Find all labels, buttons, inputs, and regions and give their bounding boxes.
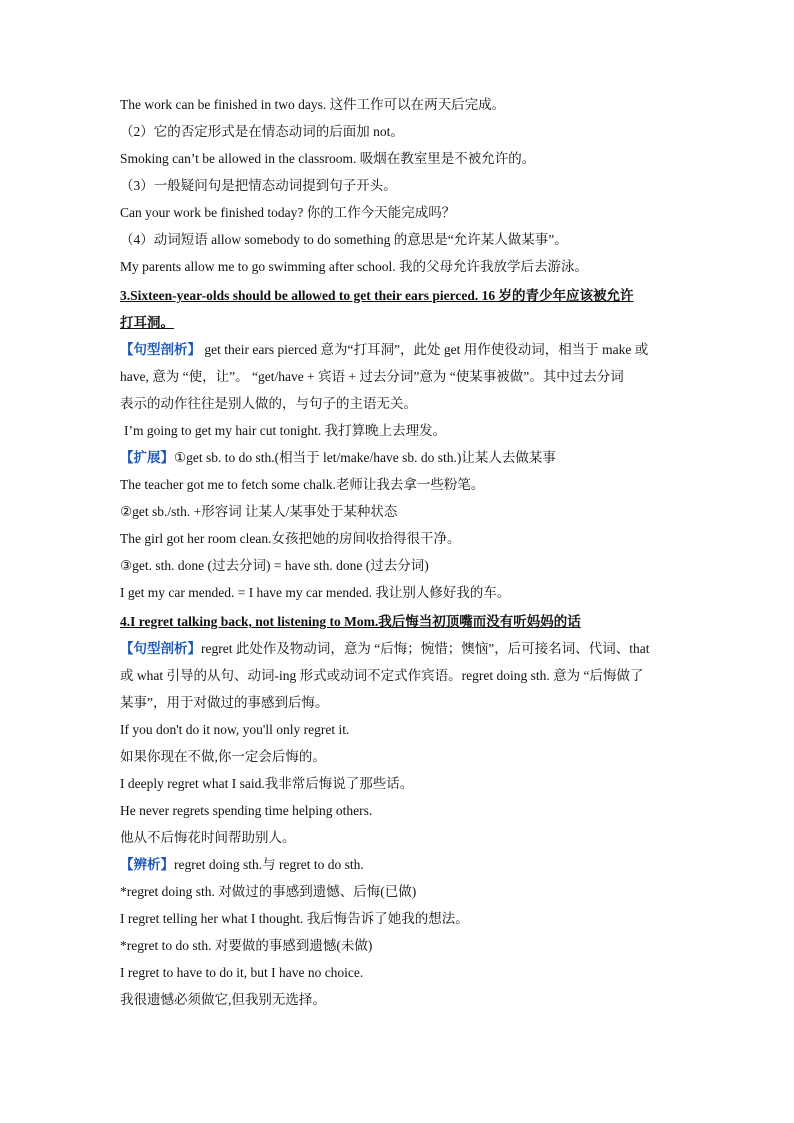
section-heading-3: 3.Sixteen-year-olds should be allowed to get their ears pierced. 16 岁的青少年应该被允许 — [120, 288, 634, 303]
text-line: I deeply regret what I said.我非常后悔说了那些话。 — [120, 776, 414, 791]
text-line: 【扩展】①get sb. to do sth.(相当于 let/make/have sb. do sth.)让某人去做某事 — [120, 450, 556, 465]
text-line: I’m going to get my hair cut tonight. 我打算晚上去理发。 — [124, 423, 447, 438]
text-line: I get my car mended. = I have my car mended. 我让别人修好我的车。 — [120, 585, 511, 600]
text-line: The girl got her room clean.女孩把她的房间收拾得很干净。 — [120, 531, 461, 546]
text-line: 或 what 引导的从句、动词-ing 形式或动词不定式作宾语。regret doing sth. 意为 “后悔做了 — [120, 668, 644, 683]
text-line: 我很遗憾必须做它,但我别无选择。 — [120, 992, 326, 1007]
text-line: I regret to have to do it, but I have no choice. — [120, 965, 364, 980]
text-line: 【句型剖析】 get their ears pierced 意为“打耳洞”，此处 get 用作使役动词，相当于 make 或 — [120, 342, 649, 357]
text-line: *regret doing sth. 对做过的事感到遗憾、后悔(已做) — [120, 884, 417, 899]
text-line: Smoking can’t be allowed in the classroom. 吸烟在教室里是不被允许的。 — [120, 151, 536, 166]
text-line: 【句型剖析】regret 此处作及物动词，意为 “后悔；惋惜；懊恼”，后可接名词、代词、that — [120, 641, 650, 656]
text-line: 如果你现在不做,你一定会后悔的。 — [120, 749, 326, 764]
text-line: I regret telling her what I thought. 我后悔告诉了她我的想法。 — [120, 911, 469, 926]
text-line: （3）一般疑问句是把情态动词提到句子开头。 — [120, 178, 397, 193]
text-line: The work can be finished in two days. 这件工作可以在两天后完成。 — [120, 97, 506, 112]
distinction-tag: 【辨析】 — [120, 857, 174, 872]
text-line: 某事”，用于对做过的事感到后悔。 — [120, 695, 329, 710]
section-heading-4: 4.I regret talking back, not listening to Mom.我后悔当初顶嘴而没有听妈妈的话 — [120, 614, 581, 629]
text-line: （4）动词短语 allow somebody to do something 的意思是“允许某人做某事”。 — [120, 232, 568, 247]
text-line: 表示的动作往往是别人做的，与句子的主语无关。 — [120, 396, 417, 411]
text-line: My parents allow me to go swimming after school. 我的父母允许我放学后去游泳。 — [120, 259, 588, 274]
extension-tag: 【扩展】 — [120, 450, 174, 465]
text-line: ③get. sth. done (过去分词) = have sth. done (过去分词) — [120, 558, 429, 573]
analysis-tag: 【句型剖析】 — [120, 641, 201, 656]
text-line: ②get sb./sth. +形容词 让某人/某事处于某种状态 — [120, 504, 398, 519]
text-line: 他从不后悔花时间帮助别人。 — [120, 830, 296, 845]
text-line: *regret to do sth. 对要做的事感到遗憾(未做) — [120, 938, 373, 953]
text-line: The teacher got me to fetch some chalk.老师让我去拿一些粉笔。 — [120, 477, 485, 492]
section-heading-3-cont: 打耳洞。 — [120, 315, 174, 330]
text-line: Can your work be finished today? 你的工作今天能完成吗？ — [120, 205, 456, 220]
text-line: 【辨析】regret doing sth.与 regret to do sth. — [120, 857, 364, 872]
text-line: He never regrets spending time helping others. — [120, 803, 373, 818]
text-line: have, 意为 “使，让”。 “get/have + 宾语 + 过去分词”意为 “使某事被做”。其中过去分词 — [120, 369, 624, 384]
analysis-tag: 【句型剖析】 — [120, 342, 201, 357]
text-line: （2）它的否定形式是在情态动词的后面加 not。 — [120, 124, 404, 139]
text-line: If you don't do it now, you'll only regret it. — [120, 722, 350, 737]
